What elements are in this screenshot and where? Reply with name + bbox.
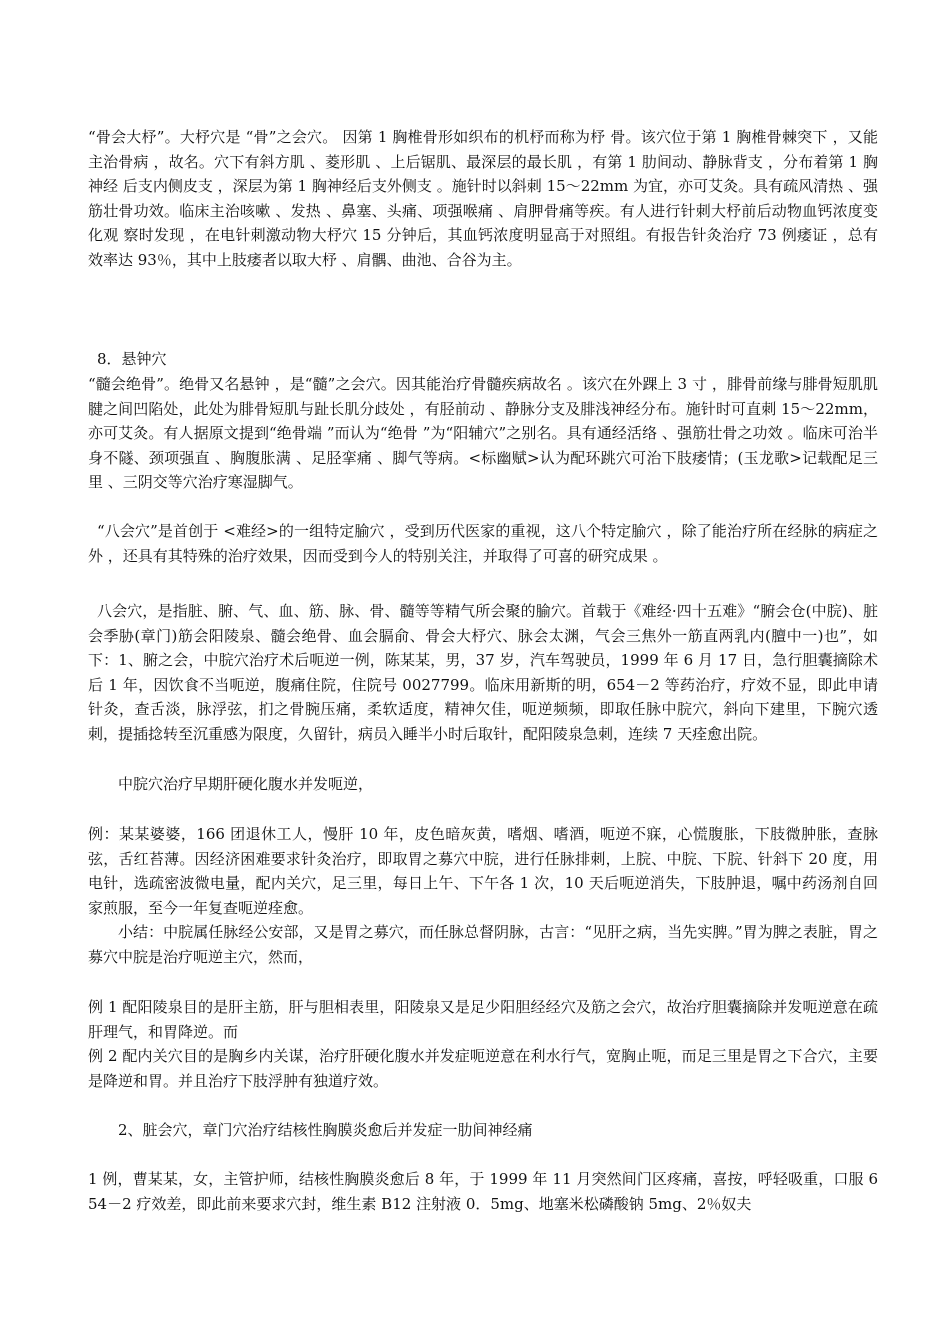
paragraph-case-example: 例：某某婆婆，166 团退休工人，慢肝 10 年，皮色暗灰黄，嗜烟、嗜酒，呃逆不寐，心慌腹胀，下肢微肿胀，查脉弦，舌红苔薄。因经济困难要求针灸治疗，即取胃之募穴中脘，进行任脉排刺，上脘、中脘、下脘、针斜下 20 度，用电针，选疏密波微电量，配内关穴，足三里，每日上午、下午各 1 次，10 天后呃逆消失，下肢肿退，嘱中药汤剂自回家煎服，至今一年复查呃逆痊愈。 <box>88 825 878 917</box>
heading-zanghui: 2、脏会穴，章门穴治疗结核性胸膜炎愈后并发症一肋间神经痛 <box>118 1121 533 1139</box>
paragraph-xuanzhong: “髓会绝骨”。绝骨又名悬钟 ，是“髓”之会穴。因其能治疗骨髓疾病故名 。该穴在外踝上 3 寸 ，腓骨前缘与腓骨短肌肌腱之间凹陷处，此处为腓骨短肌与趾长肌分歧处 ，有胫前动 、静脉分支及腓浅神经分布。施针时可直刺 15～22mm，亦可艾灸。有人据原文提到“绝骨端 ”而认为“绝骨 ”为“阳辅穴”之别名。具有通经活络 、强筋壮骨之功效 。临床可治半身不隧、颈项强直 、胸腹胀满 、足胫挛痛 、脚气等病。<标幽赋>认为配环跳穴可治下肢痿情；(玉龙歌>记载配足三里 、三阴交等穴治疗寒湿脚气。 <box>88 375 878 492</box>
subheading-zhongwan: 中脘穴治疗早期肝硬化腹水并发呃逆， <box>118 775 374 793</box>
paragraph-dazhu: “骨会大杼”。大杼穴是 “骨”之会穴。 因第 1 胸椎骨形如织布的机杼而称为杼 骨。该穴位于第 1 胸椎骨棘突下 ，又能主治骨病 ，故名。穴下有斜方肌 、菱形肌 、上后锯肌、最深层的最长肌 ，有第 1 肋间动、静脉背支 ，分布着第 1 胸神经 后支内侧皮支 ，深层为第 1 胸神经后支外侧支 。施针时以斜刺 15～22mm 为宜，亦可艾灸。具有疏风清热 、强筋壮骨功效。临床主治咳嗽 、发热 、鼻塞、头痛、项强喉痛 、肩胛骨痛等疾。有人进行针刺大杼前后动物血钙浓度变化观 察时发现 ，在电针刺激动物大杼穴 15 分钟后，其血钙浓度明显高于对照组。有报告针灸治疗 73 例痿证 ，总有效率达 93％，其中上肢痿者以取大杼 、肩髃、曲池、合谷为主。 <box>88 128 878 269</box>
paragraph-zanghui-case: 1 例，曹某某，女，主管护师，结核性胸膜炎愈后 8 年，于 1999 年 11 月突然间门区疼痛，喜按，呼轻吸重，口服 654－2 疗效差，即此前来要求穴封，维生素 B12 注射液 0．5mg、地塞米松磷酸钠 5mg、2％奴夫 <box>88 1170 878 1213</box>
paragraph-example-1: 例 1 配阳陵泉目的是肝主筋，肝与胆相表里，阳陵泉又是足少阳胆经经穴及筋之会穴，故治疗胆囊摘除并发呃逆意在疏肝理气，和胃降逆。而 <box>88 998 878 1041</box>
paragraph-bahui-intro: “八会穴”是首创于 <难经>的一组特定腧穴 ，受到历代医家的重视，这八个特定腧穴 ，除了能治疗所在经脉的病症之外 ，还具有其特殊的治疗效果，因而受到今人的特别关注，并取得了可喜的研究成果 。 <box>88 522 878 565</box>
paragraph-bahui-definition: 八会穴，是指脏、腑、气、血、筋、脉、骨、髓等等精气所会聚的腧穴。首载于《难经·四十五难》“腑会仓(中脘)、脏会季胁(章门)筋会阳陵泉、髓会绝骨、血会膈俞、骨会大杼穴、脉会太渊，气会三焦外一筋直两乳内(膻中一)也”，如下：1、腑之会，中脘穴治疗术后呃逆一例，陈某某，男，37 岁，汽车驾驶员，1999 年 6 月 17 日，急行胆囊摘除术后 1 年，因饮食不当呃逆，腹痛住院，住院号 0027799。临床用新斯的明，654－2 等药治疗，疗效不显，即此申请针灸，查舌淡，脉浮弦，扪之骨腕压痛，柔软适度，精神欠佳，呃逆频频，即取任脉中脘穴，斜向下建里，下腕穴透刺，提插捻转至沉重感为限度，久留针，病员入睡半小时后取针，配阳陵泉急刺，连续 7 天痊愈出院。 <box>88 602 878 743</box>
paragraph-example-2: 例 2 配内关穴目的是胸乡内关谋，治疗肝硬化腹水并发症呃逆意在利水行气，宽胸止呃，而足三里是胃之下合穴，主要是降逆和胃。并且治疗下肢浮肿有独道疗效。 <box>88 1047 878 1090</box>
paragraph-summary: 小结：中脘属任脉经公安部，又是胃之募穴，而任脉总督阴脉，古言：“见肝之病，当先实脾。”胃为脾之表脏，胃之募穴中脘是治疗呃逆主穴，然而， <box>88 923 878 966</box>
heading-xuanzhong: 8．悬钟穴 <box>97 350 167 368</box>
